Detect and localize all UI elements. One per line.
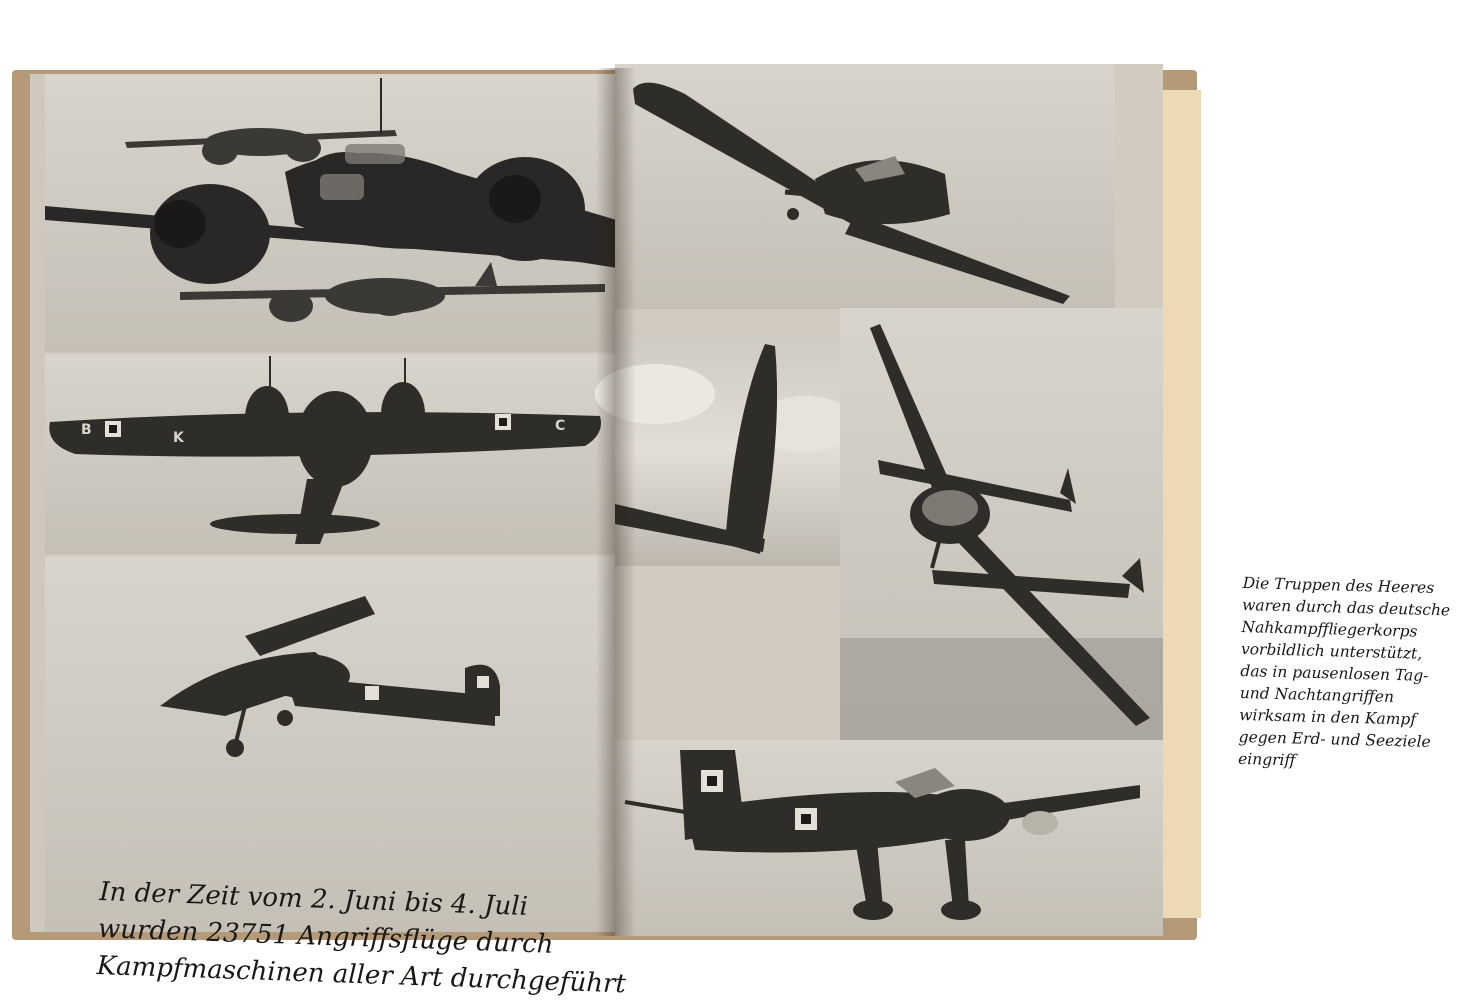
fighter-banking-illustration bbox=[615, 64, 1115, 309]
photo-twin-boom-aircraft bbox=[840, 308, 1163, 742]
bomber-formation-illustration bbox=[45, 74, 615, 352]
photo-fighter-banking bbox=[615, 64, 1115, 309]
photo-tail-clouds bbox=[615, 334, 840, 566]
photo-twin-engine-aircraft bbox=[45, 354, 615, 554]
twin-engine-aircraft-illustration bbox=[45, 354, 615, 554]
dive-bomber-illustration bbox=[615, 740, 1163, 936]
aircraft-marking-c: C bbox=[555, 418, 566, 434]
photo-dive-bomber bbox=[615, 740, 1163, 936]
right-page-caption: Die Truppen des Heeres waren durch das deutsche Nahkampffliegerkorps vorbildlich unterstützt, das in pausenlosen Tag- und Nachtangriffen wirksam in den Kampf gegen Erd- und Seeziele eingriff bbox=[1237, 573, 1451, 770]
aircraft-marking-k: K bbox=[173, 430, 184, 446]
photo-bomber-formation bbox=[45, 74, 615, 352]
left-page-caption: In der Zeit vom 2. Juni bis 4. Juli wurden 23751 Angriffsflüge durch Kampfmaschinen aller Art durchgeführt bbox=[96, 876, 627, 1000]
aircraft-marking-b: B bbox=[81, 422, 92, 438]
twin-boom-aircraft-illustration bbox=[840, 308, 1163, 742]
left-page bbox=[30, 74, 627, 1000]
right-page bbox=[615, 64, 1451, 936]
tail-clouds-illustration bbox=[615, 334, 840, 566]
book-gutter bbox=[596, 68, 636, 936]
